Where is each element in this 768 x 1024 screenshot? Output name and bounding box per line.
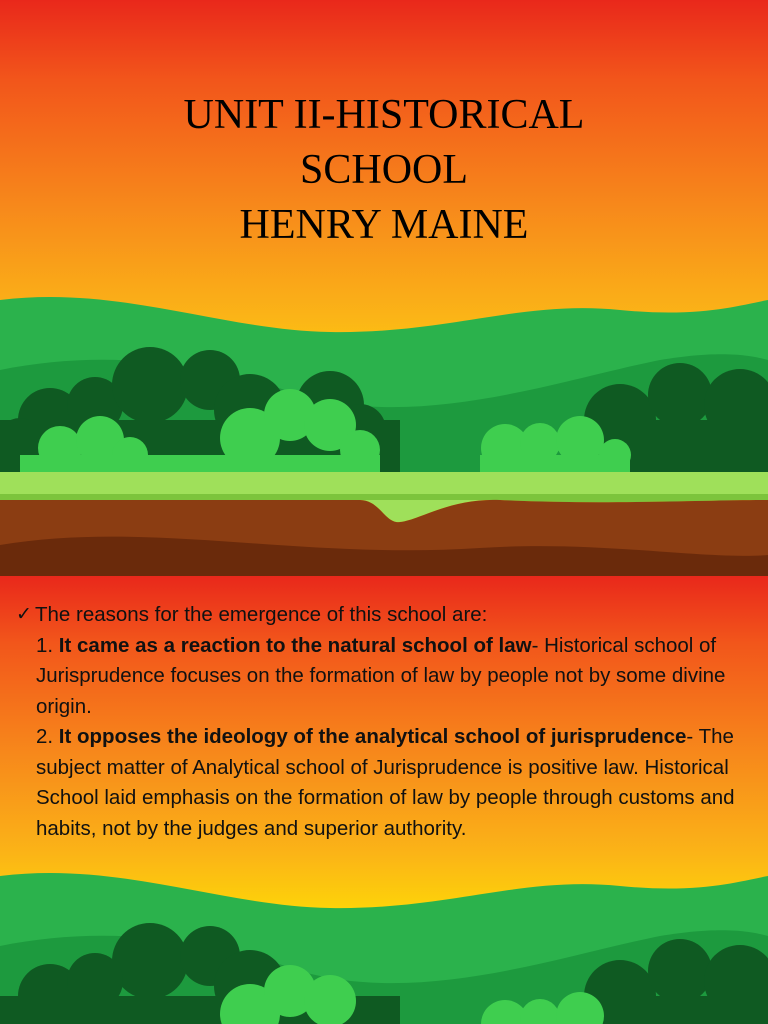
intro-text: The reasons for the emergence of this school are: xyxy=(35,603,488,626)
point-1-text: - Historical school of Jurisprudence focuses on the formation of law by people not by some divine origin. xyxy=(36,633,726,718)
title-line-2: SCHOOL xyxy=(299,147,469,193)
point-2 xyxy=(16,722,762,844)
slide-body xyxy=(16,600,762,844)
check-icon: ✓ xyxy=(16,604,32,625)
title-line-3: HENRY MAINE xyxy=(239,202,529,248)
point-2-heading: It opposes the ideology of the analytical school of jurisprudence xyxy=(58,725,687,748)
point-2-text: - The subject matter of Analytical school of Jurisprudence is positive law. Historical School laid emphasis on the formation of law by people through customs and habits, not by the judges and superior authority. xyxy=(36,725,735,840)
point-1-heading: It came as a reaction to the natural school of law xyxy=(58,633,532,657)
content-slide xyxy=(0,576,768,1024)
point-1 xyxy=(16,631,762,723)
point-1-number: 1. xyxy=(36,633,59,657)
bullet-item xyxy=(16,600,762,631)
slide-title xyxy=(0,88,768,253)
title-line-1: UNIT II-HISTORICAL xyxy=(183,92,585,138)
point-2-number: 2. xyxy=(36,725,59,748)
